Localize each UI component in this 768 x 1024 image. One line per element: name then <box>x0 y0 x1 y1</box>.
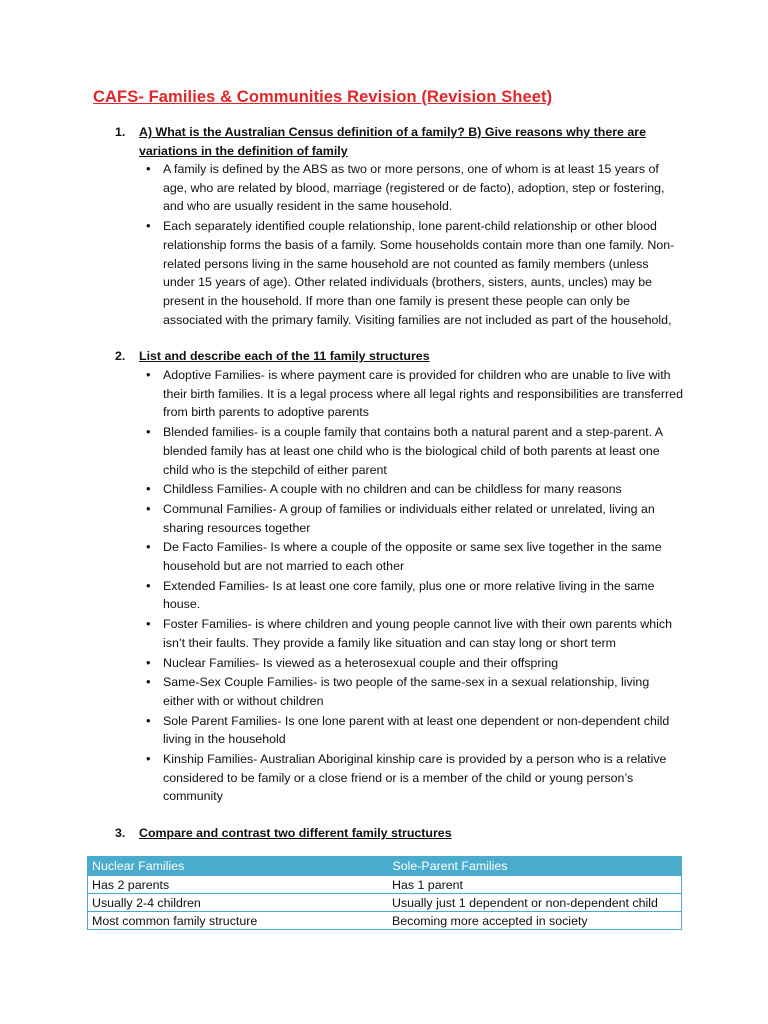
question-2-answers <box>146 366 683 807</box>
table-header-row <box>88 857 682 876</box>
bullet-icon: • <box>146 500 151 516</box>
question-text: List and describe each of the 11 family structures <box>139 349 430 363</box>
question-text: Compare and contrast two different family structures <box>139 826 452 840</box>
bullet-icon: • <box>146 539 151 555</box>
table-cell: Has 1 parent <box>388 876 682 894</box>
column-header: Nuclear Families <box>88 857 389 876</box>
list-item: • De Facto Families- Is where a couple of the opposite or same sex live together in the same household but are not married to each other <box>146 539 662 574</box>
list-item: • Childless Families- A couple with no children and can be childless for many reasons <box>163 480 683 499</box>
list-item: • Communal Families- A group of families or individuals either related or unrelated, living an sharing resources together <box>146 500 655 535</box>
table-row <box>88 894 682 912</box>
question-number: 1. <box>115 125 126 139</box>
question-number: 2. <box>115 349 126 363</box>
table-cell: Has 2 parents <box>88 876 389 894</box>
list-item: • Nuclear Families- Is viewed as a heterosexual couple and their offspring <box>163 654 683 673</box>
bullet-icon: • <box>146 751 151 767</box>
bullet-icon: • <box>146 616 151 632</box>
list-item: • A family is defined by the ABS as two or more persons, one of whom is at least 15 years of age, who are related by blood, marriage (registered or de facto), adoption, step or fostering, and who are usually resident in the same household. <box>146 161 665 214</box>
table-cell: Most common family structure <box>88 912 389 930</box>
bullet-icon: • <box>146 424 151 440</box>
bullet-icon: • <box>146 674 151 690</box>
list-item: • Foster Families- is where children and young people cannot live with their own parents which isn’t their faults. They provide a family like situation and can stay long or short term <box>146 616 672 650</box>
bullet-icon: • <box>146 367 151 382</box>
list-item: • Blended families- is a couple family that contains both a natural parent and a step-parent. A blended family has at least one child who is the biological child of both parents at least one child who is the stepchild of either parent <box>146 424 663 477</box>
table-cell: Becoming more accepted in society <box>388 912 682 930</box>
bullet-icon: • <box>146 161 151 176</box>
list-item: • Kinship Families- Australian Aboriginal kinship care is provided by a person who is a relative considered to be family or a close friend or is a member of the child or young person’s community <box>146 751 667 804</box>
table-cell: Usually just 1 dependent or non-dependent child <box>388 894 682 912</box>
list-item: • Same-Sex Couple Families- is two people of the same-sex in a sexual relationship, living either with or without children <box>146 674 650 708</box>
document-title: CAFS- Families & Communities Revision (Revision Sheet) <box>93 88 553 106</box>
bullet-icon: • <box>146 481 151 497</box>
list-item: • Adoptive Families- is where payment care is provided for children who are unable to live with their birth families. It is a legal process where all legal rights and responsibilities are transferred from birth parents to adoptive parents <box>146 367 683 420</box>
question-1-answers <box>146 160 683 330</box>
bullet-icon: • <box>146 654 151 670</box>
bullet-icon: • <box>146 712 151 728</box>
question-number: 3. <box>115 826 126 840</box>
table-row <box>88 876 682 894</box>
question-text: A) What is the Australian Census definition of a family? B) Give reasons why there are variations in the definition of family <box>139 125 646 158</box>
list-item: • Extended Families- Is at least one core family, plus one or more relative living in the same house. <box>146 577 655 612</box>
question-1 <box>115 123 675 160</box>
column-header: Sole-Parent Families <box>388 857 682 876</box>
comparison-table <box>87 856 682 930</box>
question-2 <box>115 347 675 366</box>
bullet-icon: • <box>146 218 151 234</box>
list-item: • Each separately identified couple relationship, lone parent-child relationship or other blood relationship forms the basis of a family. Some households contain more than one family. Non-related persons living in the same household are not counted as family members (unless under 15 years of age). Other related individuals (brothers, sisters, aunts, uncles) may be present in the household. If more than one family is present these people can only be associated with the primary family. Visiting families are not included as part of the household, <box>146 218 675 327</box>
table-cell: Usually 2-4 children <box>88 894 389 912</box>
table-row <box>88 912 682 930</box>
question-3 <box>115 824 675 843</box>
list-item: • Sole Parent Families- Is one lone parent with at least one dependent or non-dependent child living in the household <box>146 712 670 747</box>
bullet-icon: • <box>146 577 151 593</box>
